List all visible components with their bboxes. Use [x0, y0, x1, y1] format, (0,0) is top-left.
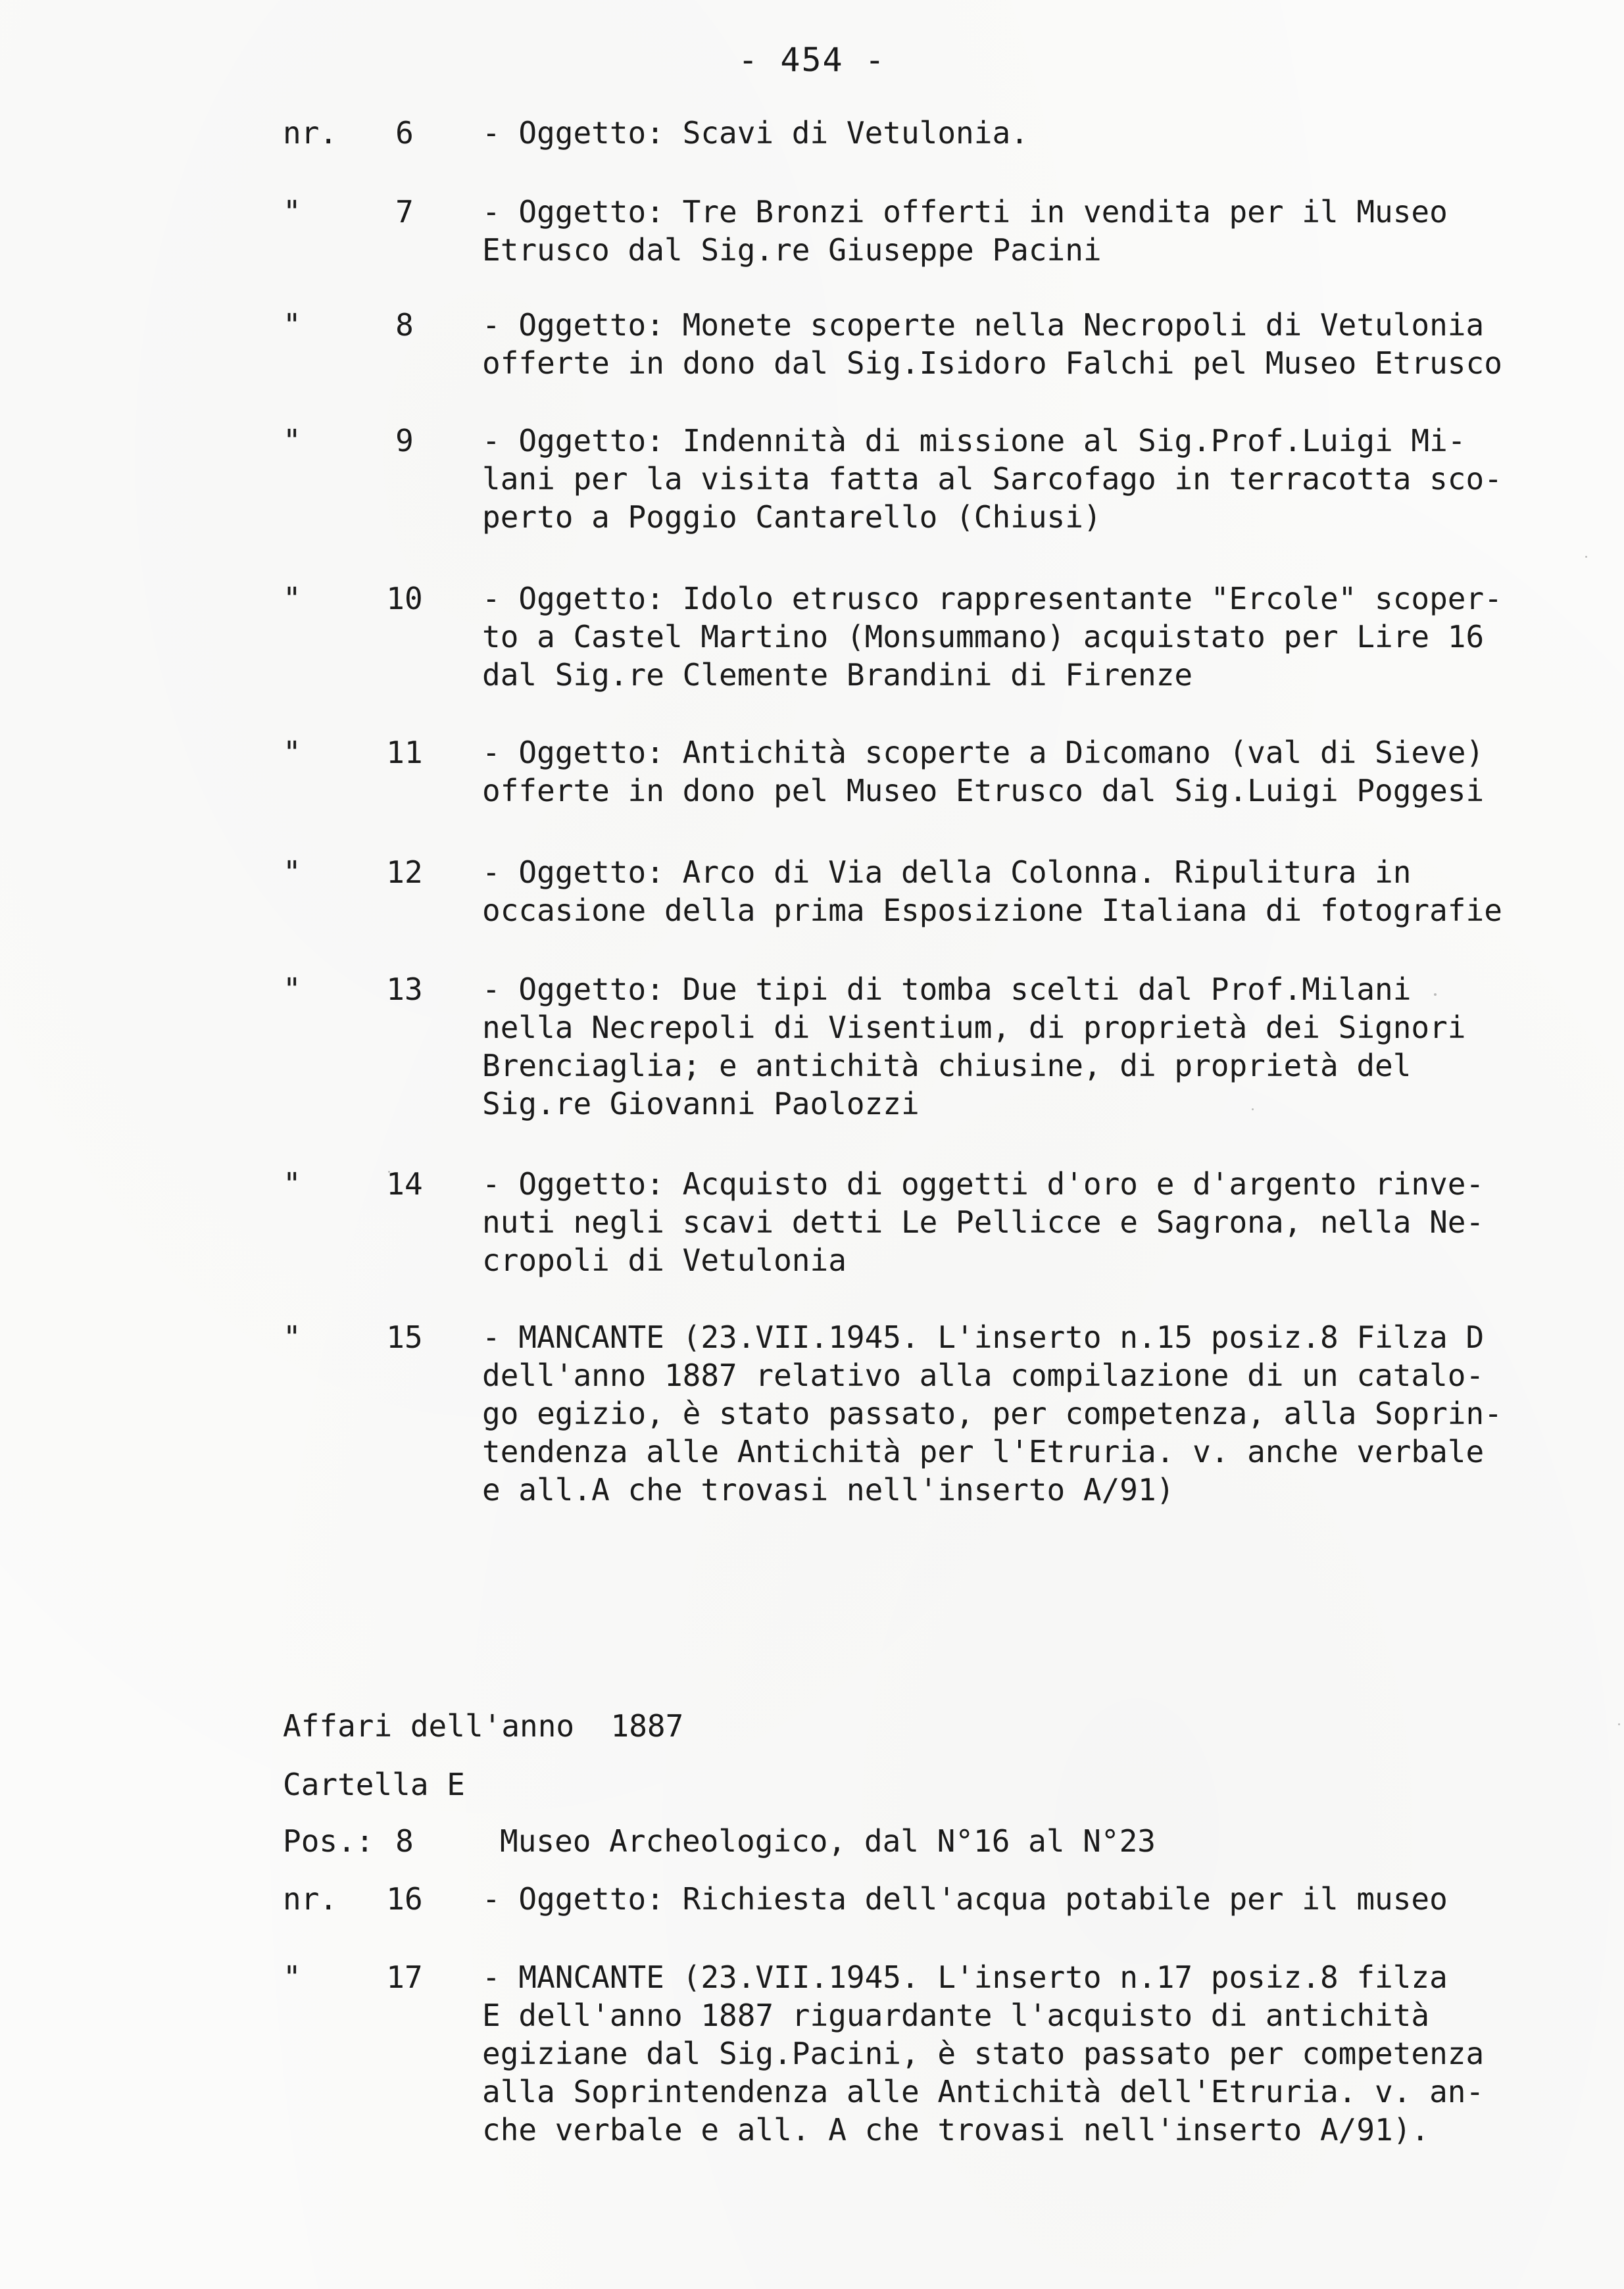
entry-prefix: nr. — [283, 115, 338, 151]
entry-text: - Oggetto: Arco di Via della Colonna. Ripulitura in occasione della prima Esposizione Italiana di fotografie — [482, 854, 1502, 928]
scan-speck — [1585, 556, 1587, 558]
cartella-line: Cartella E — [283, 1767, 465, 1802]
entry-text: - Oggetto: Antichità scoperte a Dicomano (val di Sieve) offerte in dono pel Museo Etrusco dal Sig.Luigi Poggesi — [482, 735, 1485, 808]
entry-text: - Oggetto: Monete scoperte nella Necropoli di Vetulonia offerte in dono dal Sig.Isidoro Falchi pel Museo Etrusco — [482, 307, 1502, 381]
entry-number: 6 — [395, 115, 414, 151]
entry-number: 11 — [386, 735, 423, 770]
entry-prefix: " — [283, 972, 301, 1007]
scan-speck — [388, 1171, 390, 1173]
entry-number: 10 — [386, 581, 423, 616]
affari-label: Affari dell'anno — [283, 1708, 575, 1744]
affari-line — [283, 1707, 683, 1745]
entry-prefix: " — [283, 1959, 301, 1995]
entry-number: 16 — [386, 1881, 423, 1917]
entry-text: - Oggetto: Tre Bronzi offerti in vendita per il Museo Etrusco dal Sig.re Giuseppe Pacini — [482, 194, 1448, 268]
entry-prefix: " — [283, 581, 301, 616]
entry-prefix: " — [283, 307, 301, 343]
entry-prefix: " — [283, 194, 301, 230]
entry-text: - Oggetto: Indennità di missione al Sig.Prof.Luigi Mi- lani per la visita fatta al Sarcofago in terracotta sco- perto a Poggio Cantarello (Chiusi) — [482, 423, 1502, 535]
entry-number: 8 — [395, 307, 414, 343]
entry-text: - Oggetto: Acquisto di oggetti d'oro e d'argento rinve- nuti negli scavi detti Le Pellicce e Sagrona, nella Ne- cropoli di Vetulonia — [482, 1166, 1485, 1278]
entry-prefix: " — [283, 423, 301, 458]
scan-speck — [1618, 1723, 1620, 1725]
scan-speck — [1252, 1108, 1254, 1110]
entry-prefix: " — [283, 854, 301, 890]
pos-text: Museo Archeologico, dal N°16 al N°23 — [500, 1823, 1156, 1859]
entry-number: 17 — [386, 1959, 423, 1995]
entry-number: 14 — [386, 1166, 423, 1202]
entry-text: - Oggetto: Due tipi di tomba scelti dal Prof.Milani nella Necrepoli di Visentium, di proprietà dei Signori Brenciaglia; e antichità chiusine, di proprietà del Sig.re Giovanni Paolozzi — [482, 972, 1466, 1121]
entry-number: 13 — [386, 972, 423, 1007]
entry-prefix: " — [283, 1166, 301, 1202]
entry-prefix: nr. — [283, 1881, 338, 1917]
pos-number: 8 — [395, 1823, 414, 1859]
entry-text: - Oggetto: Richiesta dell'acqua potabile per il museo — [482, 1881, 1448, 1917]
scan-speck — [1434, 993, 1437, 996]
entry-prefix: " — [283, 1319, 301, 1355]
entry-text: - MANCANTE (23.VII.1945. L'inserto n.15 posiz.8 Filza D dell'anno 1887 relativo alla compilazione di un catalo- go egizio, è stato passato, per competenza, alla Soprin- tendenza alle Antichità per l'Etruria. v. anche verbale e all.A che trovasi nell'inserto A/91) — [482, 1319, 1502, 1508]
entry-number: 7 — [395, 194, 414, 230]
entry-prefix: " — [283, 735, 301, 770]
page-number: - 454 - — [738, 41, 886, 79]
entry-number: 15 — [386, 1319, 423, 1355]
entry-text: - Oggetto: Scavi di Vetulonia. — [482, 115, 1029, 151]
entry-text: - Oggetto: Idolo etrusco rappresentante "Ercole" scoper- to a Castel Martino (Monsummano) acquistato per Lire 16 dal Sig.re Clemente Brandini di Firenze — [482, 581, 1502, 693]
entry-number: 12 — [386, 854, 423, 890]
entry-number: 9 — [395, 423, 414, 458]
pos-label: Pos.: — [283, 1823, 374, 1859]
entry-text: - MANCANTE (23.VII.1945. L'inserto n.17 posiz.8 filza E dell'anno 1887 riguardante l'acquisto di antichità egiziane dal Sig.Pacini, è stato passato per competenza alla Soprintendenza alle Antichità dell'Etruria. v. an- che verbale e all. A che trovasi nell'inserto A/91). — [482, 1959, 1485, 2148]
affari-year: 1887 — [610, 1708, 684, 1744]
